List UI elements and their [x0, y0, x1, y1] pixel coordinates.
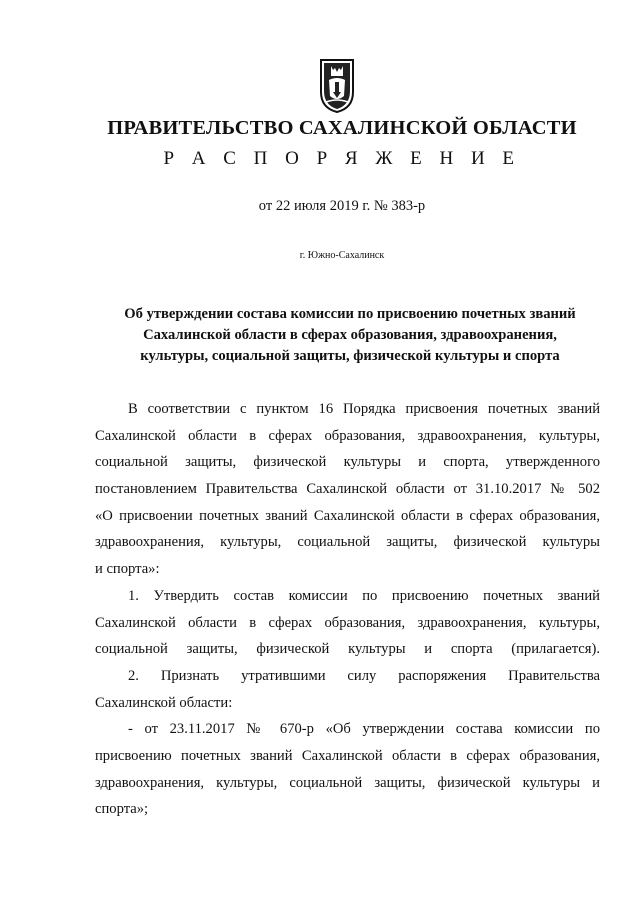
government-title: ПРАВИТЕЛЬСТВО САХАЛИНСКОЙ ОБЛАСТИ	[107, 117, 577, 139]
document-date-number: от 22 июля 2019 г. № 383-р	[258, 198, 426, 214]
body-line: социальной защиты, физической культуры и спорта, утвержденного	[95, 454, 600, 471]
subject-line: культуры, социальной защиты, физической культуры и спорта	[140, 348, 560, 364]
sakhalin-coat-of-arms-icon	[317, 58, 357, 114]
subject-line: Сахалинской области в сферах образования, здравоохранения,	[143, 327, 557, 343]
body-line: Сахалинской области в сферах образования, здравоохранения, культуры,	[95, 614, 600, 631]
subject-line: Об утверждении состава комиссии по присвоению почетных званий	[124, 306, 576, 322]
body-line: присвоению почетных званий Сахалинской области в сферах образования,	[95, 747, 600, 764]
body-line: здравоохранения, культуры, социальной защиты, физической культуры и	[95, 774, 600, 791]
body-line: спорта»;	[95, 801, 149, 818]
body-line: Сахалинской области:	[95, 694, 233, 711]
document-city: г. Южно-Сахалинск	[299, 250, 385, 261]
body-line: 2. Признать утратившими силу распоряжения Правительства	[128, 667, 600, 684]
body-line: В соответствии с пунктом 16 Порядка присвоения почетных званий	[128, 401, 600, 417]
body-line: «О присвоении почетных званий Сахалинской области в сферах образования,	[95, 507, 600, 524]
body-line: социальной защиты, физической культуры и спорта (прилагается).	[95, 641, 600, 658]
document-type: Р А С П О Р Я Ж Е Н И Е	[163, 148, 521, 169]
body-line: - от 23.11.2017 № 670-р «Об утверждении состава комиссии по	[128, 721, 600, 738]
body-line: 1. Утвердить состав комиссии по присвоению почетных званий	[128, 587, 600, 604]
body-line: Сахалинской области в сферах образования, здравоохранения, культуры,	[95, 427, 600, 444]
document-body	[95, 396, 600, 823]
body-line: здравоохранения, культуры, социальной защиты, физической культуры	[95, 534, 600, 551]
body-line: и спорта»:	[95, 561, 160, 578]
document-subject	[100, 304, 600, 367]
body-line: постановлением Правительства Сахалинской области от 31.10.2017 № 502	[95, 481, 600, 498]
